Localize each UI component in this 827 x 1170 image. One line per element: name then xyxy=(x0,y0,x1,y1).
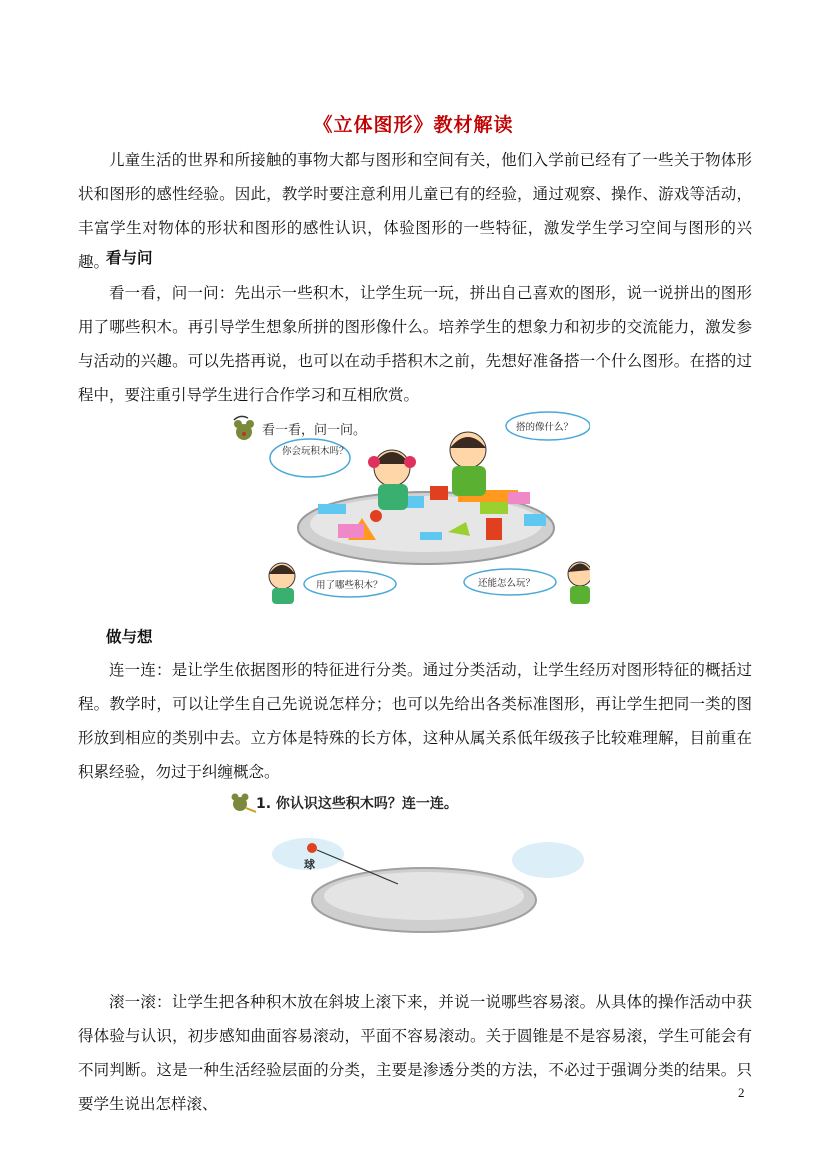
sphere-icon xyxy=(307,843,317,853)
cuboid-block xyxy=(524,514,546,526)
bubble-right-text: 搭的像什么？ xyxy=(516,422,574,433)
section-heading-look-ask: 看与问 xyxy=(106,248,153,267)
figure-match-blocks xyxy=(228,788,590,976)
speech-bubble xyxy=(270,439,350,477)
cylinder-block xyxy=(486,518,502,540)
boy-small-figure xyxy=(568,562,590,604)
bubble-left-text: 你会玩积木吗？ xyxy=(282,446,349,457)
sphere-block xyxy=(370,510,382,522)
boy-figure xyxy=(450,432,486,496)
mouse-icon xyxy=(232,794,257,813)
girl-small-figure xyxy=(269,563,295,604)
label-sphere: 球 xyxy=(304,858,315,871)
figure-building-blocks-play xyxy=(230,410,590,610)
figure2-caption: 1. 你认识这些积木吗？连一连。 xyxy=(256,796,458,812)
intro-paragraph: 儿童生活的世界和所接触的事物大都与图形和空间有关，他们入学前已经有了一些关于物体形状和图形的感性经验。因此，教学时要注意利用儿童已有的经验，通过观察、操作、游戏等活动，丰富学生对物体的形状和图形的感性认识，体验图形的一些特征，激发学生学习空间与图形的兴趣。 xyxy=(78,151,752,271)
cuboid-block xyxy=(318,504,346,514)
figure1-caption: 看一看，问一问。 xyxy=(262,423,367,438)
cuboid-block xyxy=(338,524,364,538)
section-heading-do-think: 做与想 xyxy=(106,627,153,646)
cylinder-block xyxy=(420,532,442,540)
look-ask-paragraph: 看一看，问一问：先出示一些积木，让学生玩一玩，拼出自己喜欢的图形，说一说拼出的图形用了哪些积木。再引导学生想象所拼的图形像什么。培养学生的想象力和初步的交流能力，激发参与活动的兴趣。可以先搭再说，也可以在动手搭积木之前，先想好准备搭一个什么图形。在搭的过程中，要注重引导学生进行合作学习和互相欣赏。 xyxy=(78,284,752,404)
cuboid-block xyxy=(508,492,530,504)
bubble-bottom-left-text: 用了哪些积木？ xyxy=(316,580,383,591)
label-bubble-cylinder xyxy=(512,842,584,878)
cube-block xyxy=(480,502,508,514)
roll-paragraph: 滚一滚：让学生把各种积木放在斜坡上滚下来，并说一说哪些容易滚。从具体的操作活动中获得体验与认识，初步感知曲面容易滚动，平面不容易滚动。关于圆锥是不是容易滚，学生可能会有不同判断。这是一种生活经验层面的分类，主要是渗透分类的方法，不必过于强调分类的结果。只要学生说出怎样滚、 xyxy=(78,993,752,1113)
page-title: 《立体图形》教材解读 xyxy=(313,114,514,136)
page-number: 2 xyxy=(738,1085,745,1100)
bubble-bottom-right-text: 还能怎么玩？ xyxy=(478,578,536,589)
cube-block xyxy=(430,486,448,500)
mouse-icon xyxy=(234,416,254,440)
do-think-paragraph: 连一连：是让学生依据图形的特征进行分类。通过分类活动，让学生经历对图形特征的概括过程。教学时，可以让学生自己先说说怎样分；也可以先给出各类标准图形，再让学生把同一类的图形放到相应的类别中去。立方体是特殊的长方体，这种从属关系低年级孩子比较难理解，目前重在积累经验，勿过于纠缠概念。 xyxy=(78,661,752,781)
